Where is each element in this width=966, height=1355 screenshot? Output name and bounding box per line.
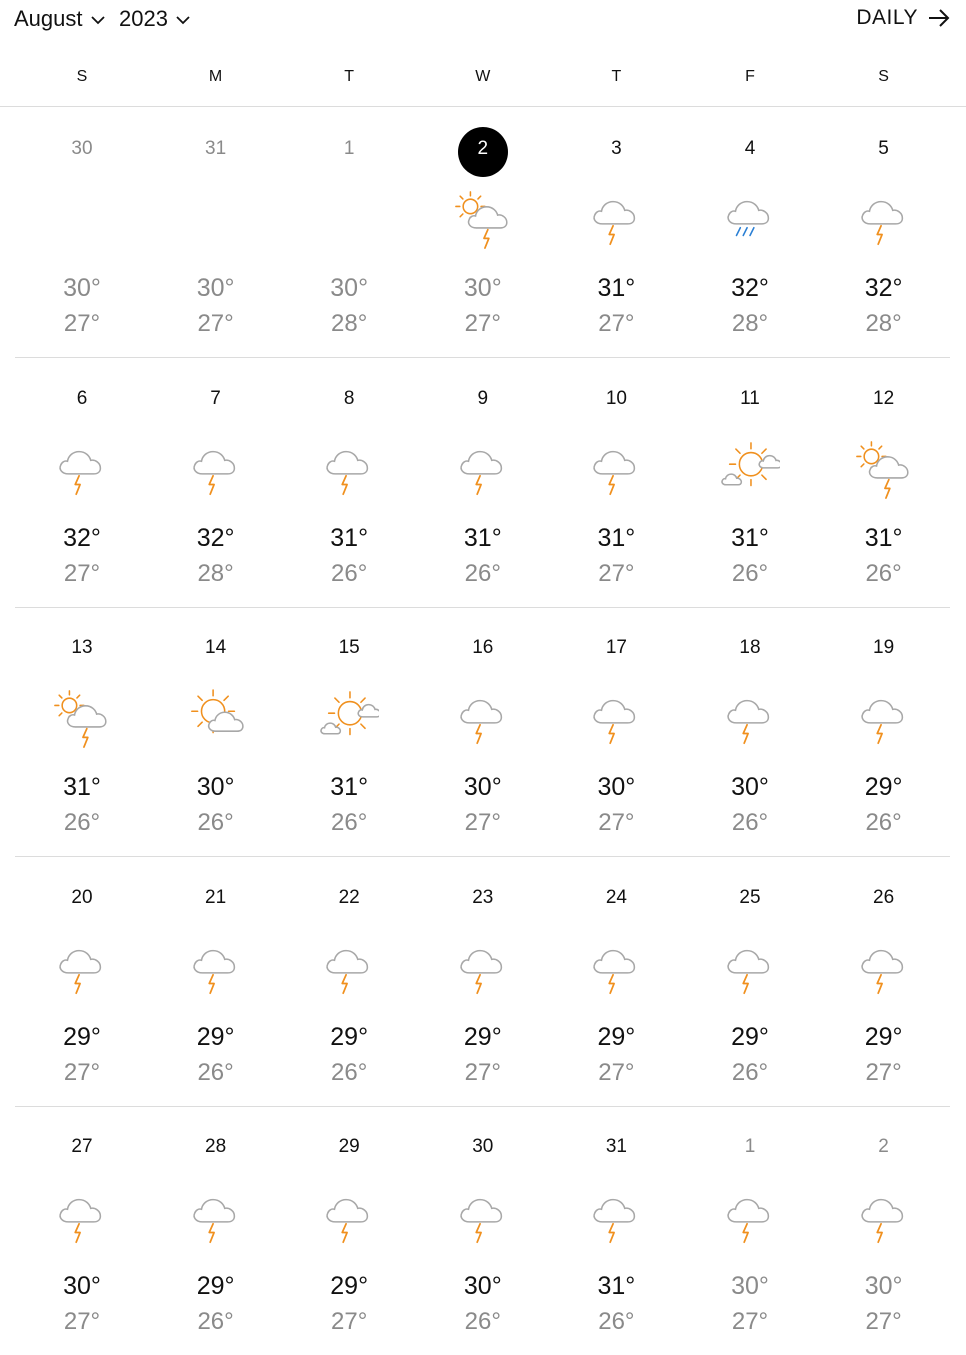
day-number: 16: [472, 637, 494, 658]
day-number: 24: [605, 886, 627, 908]
week-row: [15, 1106, 950, 1355]
low-temp: 27°: [598, 559, 635, 587]
high-temp: 31°: [63, 773, 101, 801]
day-cell[interactable]: [416, 607, 550, 856]
low-temp: 26°: [197, 1308, 234, 1335]
partly-sunny-thunderstorm-icon: [52, 687, 112, 751]
thunderstorm-icon: [52, 438, 112, 502]
high-temp: 30°: [196, 773, 235, 801]
thunderstorm-icon: [854, 188, 914, 252]
day-cell[interactable]: [683, 607, 817, 856]
low-temp: 26°: [331, 1058, 368, 1086]
low-temp: 26°: [197, 809, 234, 836]
partly-sunny-thunderstorm-icon: [854, 438, 914, 502]
day-cell[interactable]: [549, 607, 683, 856]
high-temp: 31°: [330, 773, 369, 801]
low-temp: 26°: [464, 559, 501, 587]
thunderstorm-icon: [186, 1186, 246, 1250]
day-cell[interactable]: [683, 1106, 817, 1355]
thunderstorm-icon: [586, 937, 646, 1001]
day-number: 19: [873, 637, 895, 658]
thunderstorm-icon: [453, 687, 513, 751]
low-temp: 26°: [598, 1308, 635, 1335]
thunderstorm-icon: [186, 438, 246, 502]
high-temp: 32°: [196, 523, 235, 552]
thunderstorm-icon: [52, 1186, 112, 1250]
weekday-label: M: [208, 68, 223, 85]
thunderstorm-icon: [586, 687, 646, 751]
day-number: 14: [205, 637, 227, 658]
thunderstorm-icon: [453, 937, 513, 1001]
week-row: [15, 607, 950, 857]
thunderstorm-icon: [720, 937, 780, 1001]
low-temp: 26°: [731, 559, 769, 587]
high-temp: 30°: [463, 773, 502, 801]
day-cell[interactable]: [416, 358, 550, 607]
day-cell[interactable]: [15, 857, 149, 1106]
low-temp: 28°: [331, 310, 368, 337]
low-temp: 28°: [197, 559, 234, 587]
low-temp: 26°: [197, 1058, 234, 1086]
low-temp: 27°: [598, 1058, 635, 1086]
high-temp: 31°: [597, 1272, 636, 1300]
high-temp: 31°: [597, 523, 636, 552]
day-number: 27: [71, 1136, 93, 1157]
daily-view-label: DAILY: [856, 6, 918, 29]
low-temp: 27°: [598, 310, 635, 337]
day-number: 22: [338, 886, 360, 908]
partly-sunny-thunderstorm-icon: [453, 188, 513, 252]
day-cell[interactable]: [149, 857, 283, 1106]
low-temp: 27°: [464, 310, 501, 337]
day-cell[interactable]: [149, 358, 283, 607]
high-temp: 30°: [63, 274, 101, 302]
high-temp: 31°: [731, 523, 769, 552]
day-cell[interactable]: [15, 1106, 149, 1355]
day-cell[interactable]: [549, 108, 683, 357]
day-cell[interactable]: [416, 857, 550, 1106]
thunderstorm-icon: [586, 188, 646, 252]
day-number: 12: [873, 387, 895, 409]
weekday-label: T: [611, 68, 622, 85]
week-row: [15, 358, 950, 608]
day-cell[interactable]: [817, 1106, 951, 1355]
arrow-right-icon: [928, 9, 950, 27]
low-temp: 27°: [731, 1308, 769, 1335]
weekday-label: F: [745, 68, 755, 85]
low-temp: 27°: [63, 1308, 101, 1335]
day-cell[interactable]: [549, 1106, 683, 1355]
day-number: 30: [71, 138, 93, 159]
day-number: 30: [472, 1136, 494, 1157]
low-temp: 27°: [63, 559, 101, 587]
mostly-sunny-icon: [319, 687, 379, 751]
thunderstorm-icon: [586, 438, 646, 502]
high-temp: 30°: [731, 773, 769, 801]
thunderstorm-icon: [52, 937, 112, 1001]
thunderstorm-icon: [319, 1186, 379, 1250]
day-number: 1: [343, 138, 355, 159]
low-temp: 26°: [63, 809, 101, 836]
low-temp: 27°: [865, 1308, 902, 1335]
week-row: [15, 857, 950, 1107]
day-cell[interactable]: [282, 857, 416, 1106]
day-number: 6: [76, 387, 88, 409]
thunderstorm-icon: [319, 438, 379, 502]
high-temp: 29°: [196, 1272, 235, 1300]
day-cell[interactable]: [282, 108, 416, 357]
rain-icon: [720, 188, 780, 252]
chevron-down-icon: [91, 16, 105, 25]
day-number: 2: [878, 1136, 889, 1157]
low-temp: 26°: [865, 809, 902, 836]
day-number: 9: [477, 387, 489, 409]
day-number: 3: [611, 138, 622, 159]
day-cell[interactable]: [817, 358, 951, 607]
thunderstorm-icon: [720, 1186, 780, 1250]
high-temp: 31°: [864, 523, 903, 552]
low-temp: 27°: [464, 1058, 501, 1086]
day-number: 26: [873, 886, 895, 908]
day-number: 21: [205, 886, 227, 908]
high-temp: 30°: [63, 1272, 101, 1300]
partly-sunny-icon: [186, 687, 246, 751]
day-cell[interactable]: [282, 358, 416, 607]
day-number: 1: [744, 1136, 756, 1157]
day-number: 28: [205, 1136, 227, 1157]
weekday-label: S: [76, 68, 88, 85]
month-select[interactable]: [14, 6, 105, 32]
year-label: 2023: [119, 6, 168, 31]
low-temp: 27°: [331, 1308, 368, 1335]
day-cell[interactable]: [15, 358, 149, 607]
high-temp: 29°: [330, 1022, 369, 1051]
thunderstorm-icon: [586, 1186, 646, 1250]
day-number: 31: [605, 1136, 627, 1157]
low-temp: 27°: [197, 310, 234, 337]
month-label: August: [14, 6, 83, 31]
low-temp: 26°: [331, 559, 368, 587]
chevron-down-icon: [176, 16, 190, 25]
empty-icon: [186, 188, 246, 252]
day-number: 17: [605, 637, 627, 658]
high-temp: 32°: [731, 274, 769, 302]
day-number: 4: [744, 138, 756, 159]
thunderstorm-icon: [319, 937, 379, 1001]
day-cell[interactable]: [282, 1106, 416, 1355]
day-number: 11: [740, 387, 760, 409]
day-cell[interactable]: [683, 108, 817, 357]
high-temp: 30°: [731, 1272, 769, 1300]
day-number: 18: [739, 637, 761, 658]
low-temp: 28°: [865, 310, 902, 337]
high-temp: 30°: [330, 274, 369, 302]
low-temp: 26°: [731, 809, 769, 836]
day-cell[interactable]: [416, 108, 550, 357]
high-temp: 31°: [330, 523, 369, 552]
high-temp: 29°: [463, 1022, 502, 1051]
day-cell[interactable]: [149, 607, 283, 856]
mostly-sunny-icon: [720, 438, 780, 502]
day-number: 15: [338, 637, 360, 658]
calendar-header: [0, 0, 966, 44]
day-cell[interactable]: [282, 607, 416, 856]
day-cell[interactable]: [817, 607, 951, 856]
day-number: 31: [205, 138, 227, 159]
low-temp: 26°: [331, 809, 368, 836]
day-number: 5: [878, 138, 889, 159]
low-temp: 27°: [63, 310, 101, 337]
low-temp: 26°: [865, 559, 902, 587]
high-temp: 30°: [196, 274, 235, 302]
weekday-label: T: [344, 68, 355, 85]
day-cell[interactable]: [149, 108, 283, 357]
high-temp: 31°: [463, 523, 502, 552]
thunderstorm-icon: [854, 687, 914, 751]
empty-icon: [319, 188, 379, 252]
high-temp: 31°: [597, 274, 636, 302]
week-row: [15, 108, 950, 358]
day-number: 29: [338, 1136, 360, 1157]
high-temp: 29°: [330, 1272, 369, 1300]
low-temp: 27°: [63, 1058, 101, 1086]
day-number: 20: [71, 886, 93, 908]
day-cell[interactable]: [15, 108, 149, 357]
year-select[interactable]: [119, 6, 190, 32]
day-cell[interactable]: [149, 1106, 283, 1355]
thunderstorm-icon: [720, 687, 780, 751]
high-temp: 29°: [864, 773, 903, 801]
weekday-label: S: [878, 68, 889, 85]
day-cell[interactable]: [549, 857, 683, 1106]
day-number: 10: [605, 387, 627, 409]
thunderstorm-icon: [854, 937, 914, 1001]
low-temp: 27°: [598, 809, 635, 836]
high-temp: 29°: [864, 1022, 903, 1051]
weekday-label: W: [475, 68, 491, 85]
high-temp: 30°: [864, 1272, 903, 1300]
low-temp: 27°: [865, 1058, 902, 1086]
day-cell[interactable]: [15, 607, 149, 856]
low-temp: 28°: [731, 310, 769, 337]
low-temp: 26°: [731, 1058, 769, 1086]
thunderstorm-icon: [186, 937, 246, 1001]
empty-icon: [52, 188, 112, 252]
low-temp: 26°: [464, 1308, 501, 1335]
day-number: 7: [210, 387, 221, 409]
high-temp: 29°: [196, 1022, 235, 1051]
daily-view-link[interactable]: [856, 6, 950, 30]
high-temp: 32°: [864, 274, 903, 302]
high-temp: 29°: [597, 1022, 636, 1051]
thunderstorm-icon: [453, 438, 513, 502]
high-temp: 32°: [63, 523, 101, 552]
day-cell[interactable]: [817, 857, 951, 1106]
day-cell[interactable]: [416, 1106, 550, 1355]
high-temp: 30°: [463, 1272, 502, 1300]
day-cell[interactable]: [683, 358, 817, 607]
thunderstorm-icon: [453, 1186, 513, 1250]
day-number: 2: [477, 138, 489, 159]
day-cell[interactable]: [549, 358, 683, 607]
high-temp: 29°: [63, 1022, 101, 1051]
high-temp: 29°: [731, 1022, 769, 1051]
day-number: 25: [739, 886, 761, 908]
day-cell[interactable]: [817, 108, 951, 357]
high-temp: 30°: [463, 274, 502, 302]
thunderstorm-icon: [854, 1186, 914, 1250]
high-temp: 30°: [597, 773, 636, 801]
weekday-header-row: [0, 56, 966, 107]
day-number: 8: [343, 387, 355, 409]
low-temp: 27°: [464, 809, 501, 836]
day-cell[interactable]: [683, 857, 817, 1106]
day-number: 23: [472, 886, 494, 908]
day-number: 13: [71, 637, 93, 658]
